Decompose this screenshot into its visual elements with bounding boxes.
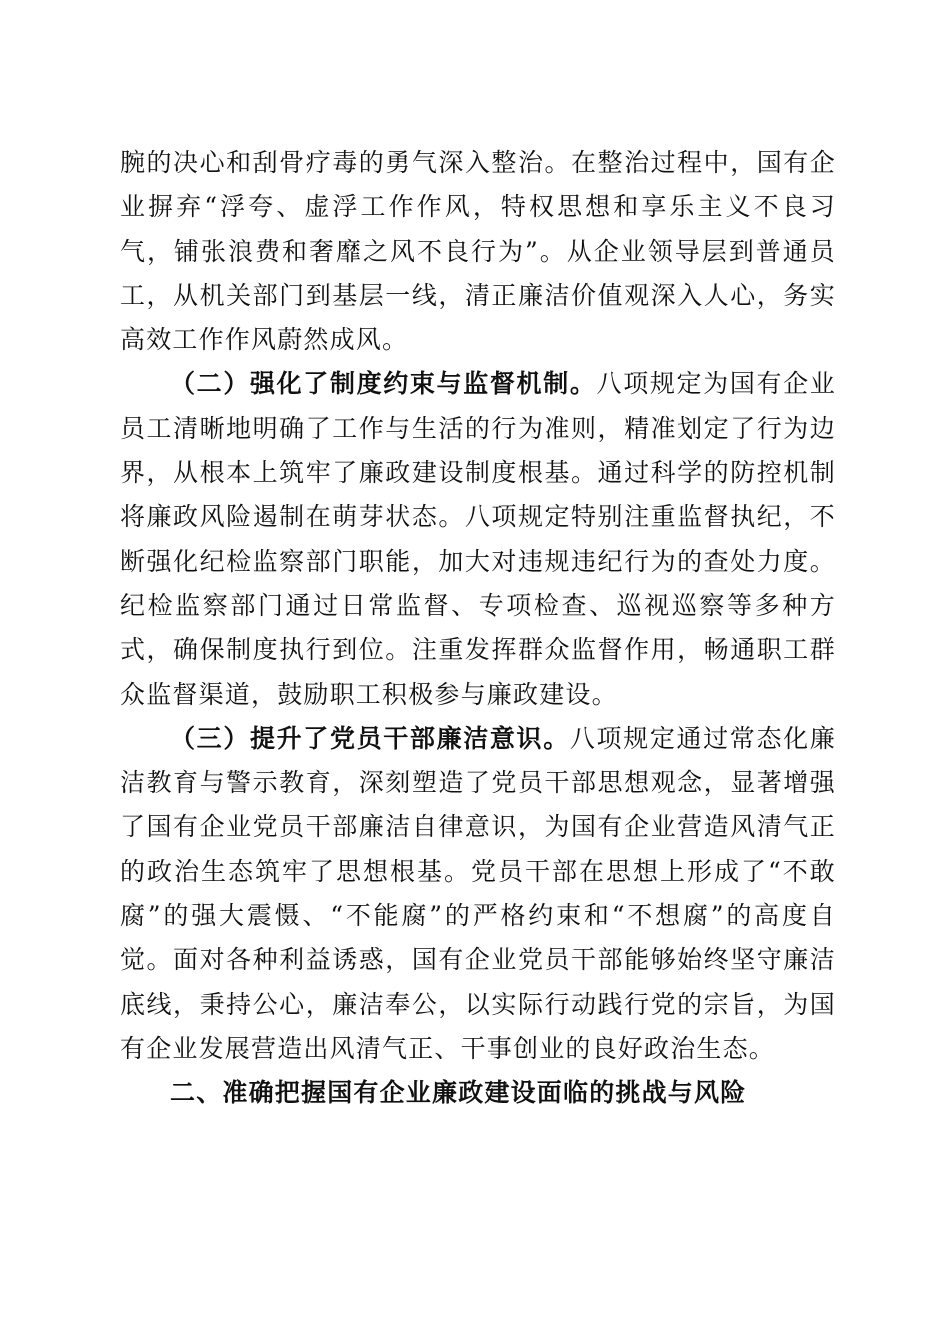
paragraph-2 <box>120 362 836 716</box>
paragraph-3-lead: （三）提升了党员干部廉洁意识。 <box>170 723 570 753</box>
paragraph-1-text: 腕的决心和刮骨疗毒的勇气深入整治。在整治过程中，国有企业摒弃“浮夸、虚浮工作作风，特权思想和享乐主义不良习气，铺张浪费和奢靡之风不良行为”。从企业领导层到普通员工，从机关部门到基层一线，清正廉洁价值观深入人心，务实高效工作作风蔚然成风。 <box>120 148 836 355</box>
body-text <box>120 141 836 1116</box>
paragraph-1 <box>120 141 836 362</box>
paragraph-3-text: 八项规定通过常态化廉洁教育与警示教育，深刻塑造了党员干部思想观念，显著增强了国有企业党员干部廉洁自律意识，为国有企业营造风清气正的政治生态筑牢了思想根基。党员干部在思想上形成了“不敢腐”的强大震慑、“不能腐”的严格约束和“不想腐”的高度自觉。面对各种利益诱惑，国有企业党员干部能够始终坚守廉洁底线，秉持公心，廉洁奉公，以实际行动践行党的宗旨，为国有企业发展营造出风清气正、干事创业的良好政治生态。 <box>120 723 836 1063</box>
paragraph-2-lead: （二）强化了制度约束与监督机制。 <box>170 369 597 399</box>
paragraph-2-text: 八项规定为国有企业员工清晰地明确了工作与生活的行为准则，精准划定了行为边界，从根本上筑牢了廉政建设制度根基。通过科学的防控机制将廉政风险遏制在萌芽状态。八项规定特别注重监督执纪，不断强化纪检监察部门职能，加大对违规违纪行为的查处力度。纪检监察部门通过日常监督、专项检查、巡视巡察等多种方式，确保制度执行到位。注重发挥群众监督作用，畅通职工群众监督渠道，鼓励职工积极参与廉政建设。 <box>120 369 836 709</box>
paragraph-3 <box>120 717 836 1071</box>
section-heading-2: 二、准确把握国有企业廉政建设面临的挑战与风险 <box>170 1078 747 1108</box>
